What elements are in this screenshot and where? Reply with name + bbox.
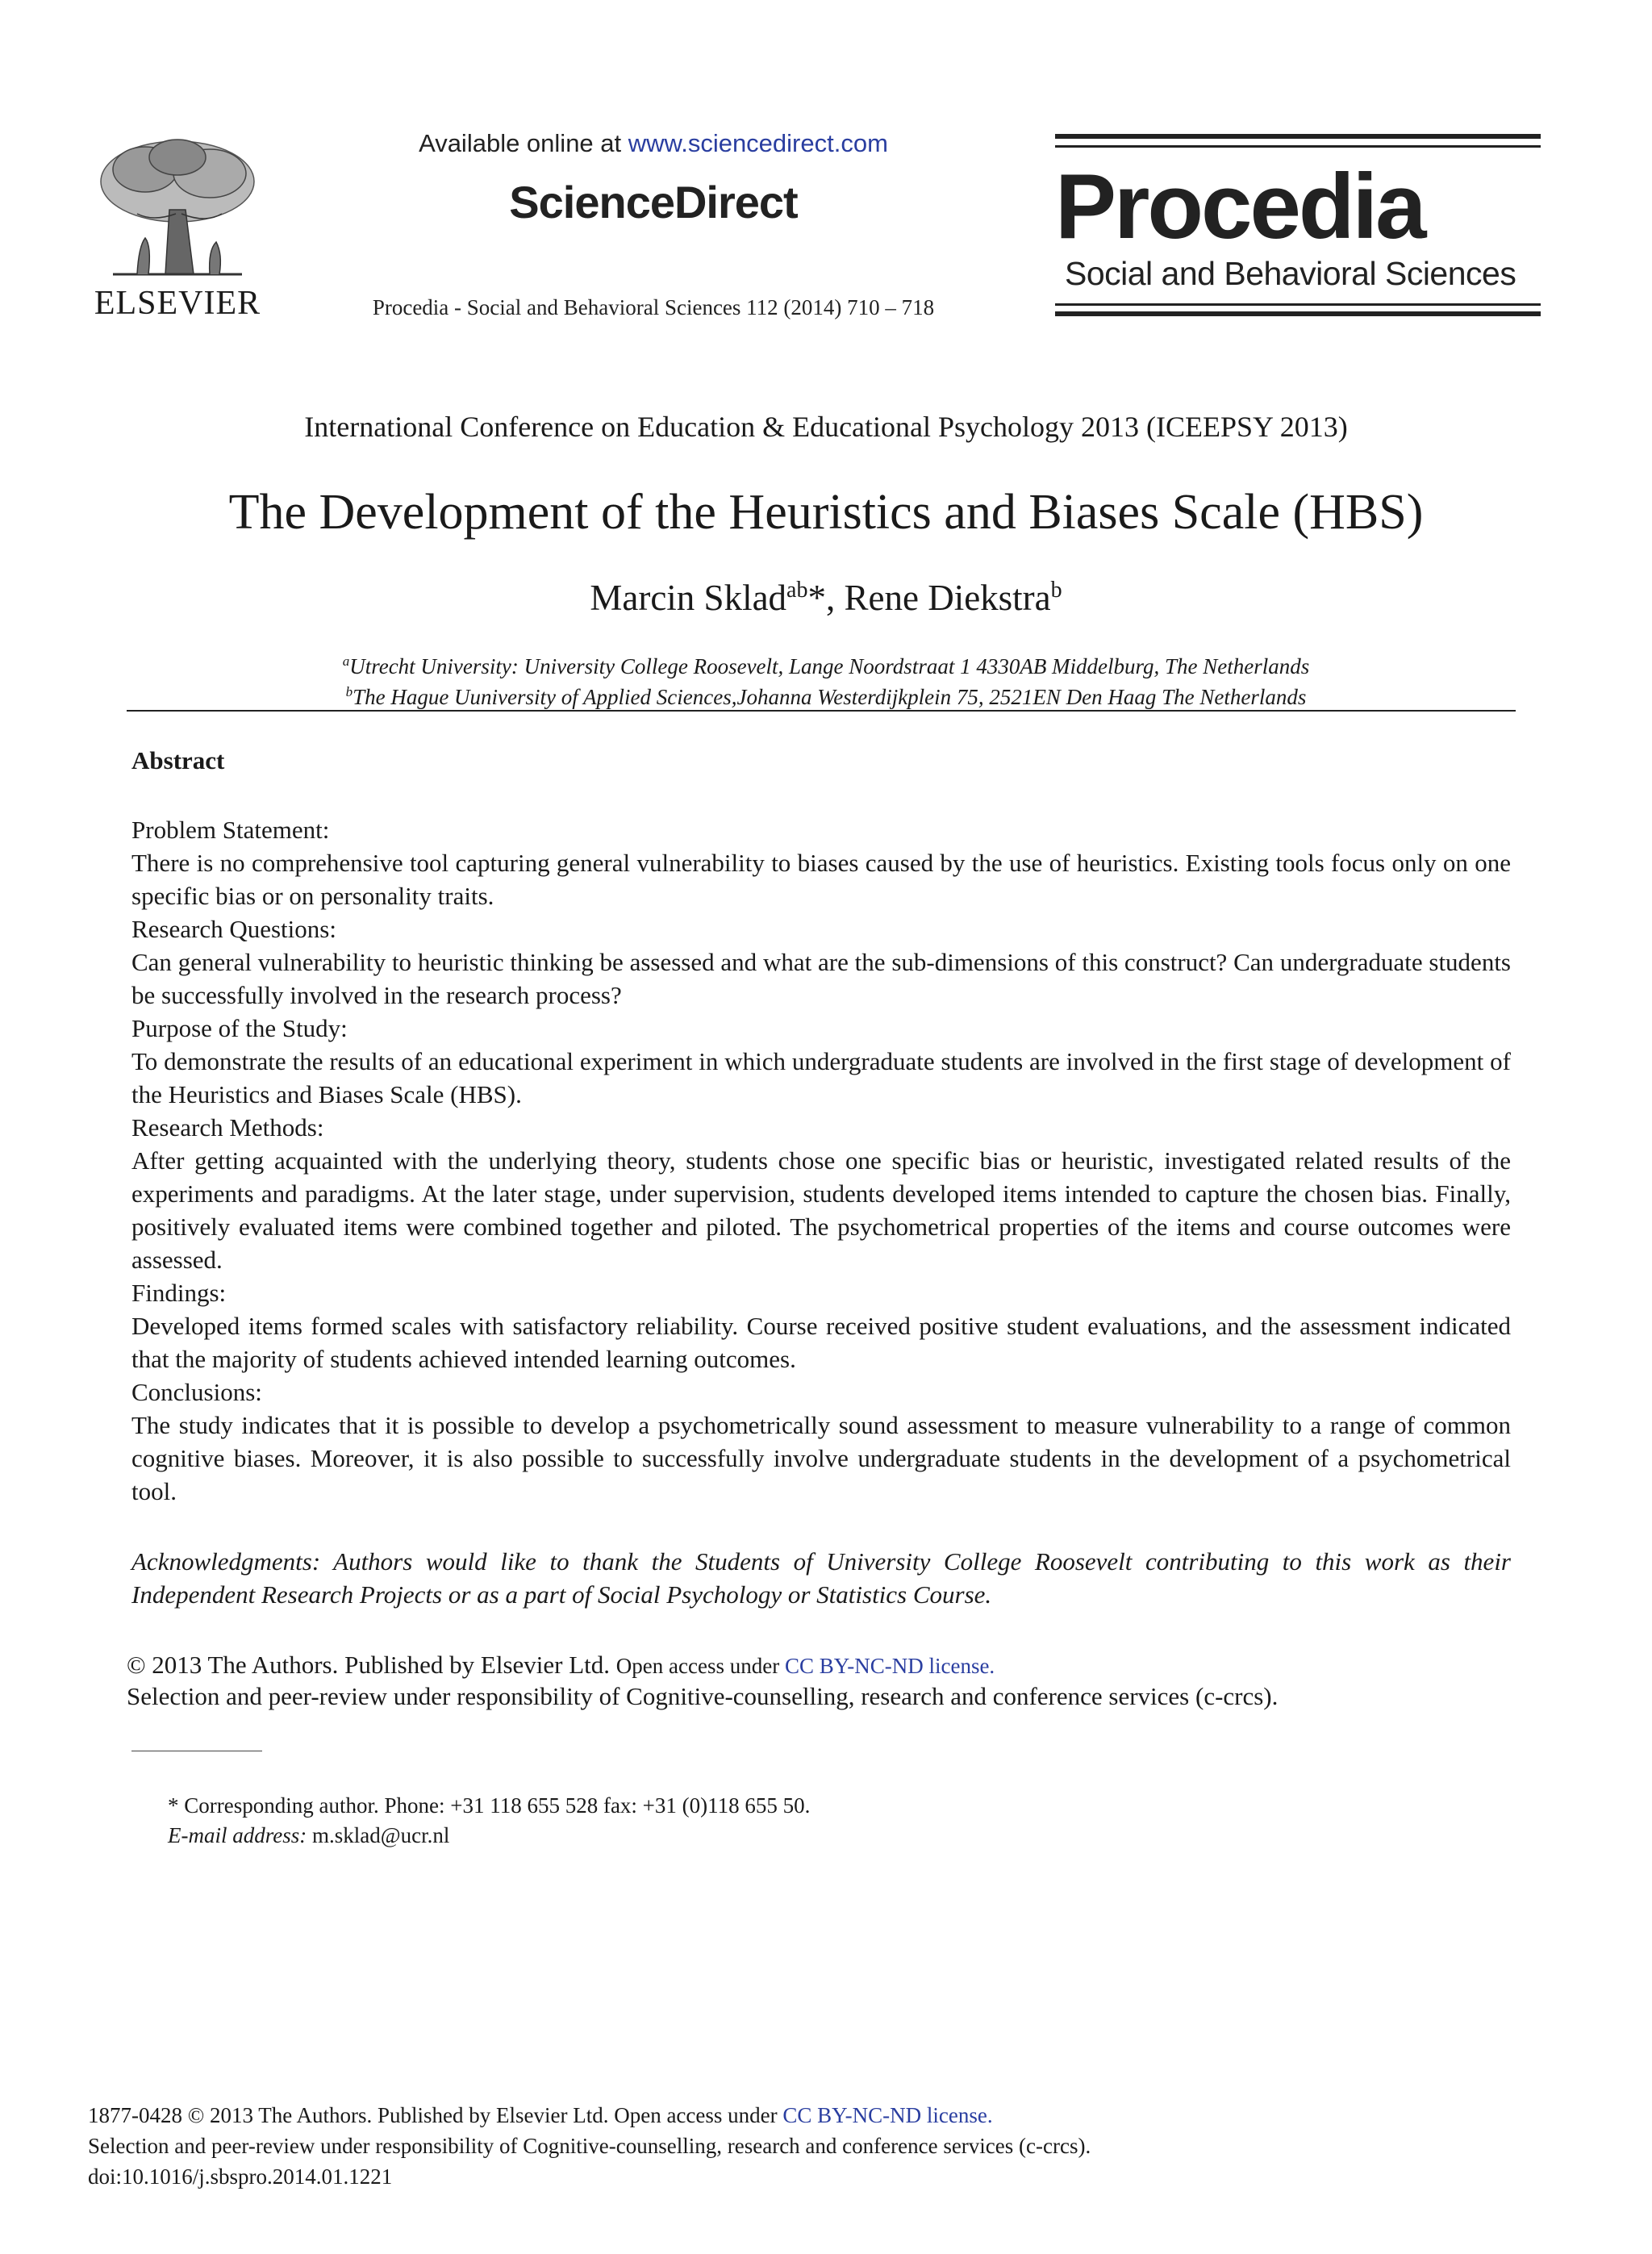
abstract-line: Conclusions:	[131, 1378, 262, 1406]
procedia-title: Procedia	[1055, 156, 1425, 258]
footer-copyright-line	[88, 2100, 1540, 2131]
abstract-line: To demonstrate the results of an educational experiment in which undergraduate students are involved in the first stage of development of the Heuristics and Biases Scale (HBS).	[131, 1047, 1511, 1108]
footer-license-link[interactable]: CC BY-NC-ND license.	[782, 2103, 993, 2127]
affiliation-a-text: Utrecht University: University College Roosevelt, Lange Noordstraat 1 4330AB Middelburg, The Netherlands	[349, 654, 1310, 678]
abstract-line: There is no comprehensive tool capturing general vulnerability to biases caused by the use of heuristics. Existing tools focus only on one specific bias or on personality traits.	[131, 849, 1511, 910]
abstract-line: Findings:	[131, 1279, 227, 1307]
abstract-line: Research Methods:	[131, 1113, 324, 1142]
abstract-line: After getting acquainted with the underlying theory, students chose one specific bias or heuristic, investigated related results of the experiments and paradigms. At the later stage, under supervision, students developed items intended to capture the chosen bias. Finally, positively evaluated items were combined together and piloted. The psychometrical properties of the items and course outcomes were assessed.	[131, 1146, 1511, 1274]
email-address[interactable]: m.sklad@ucr.nl	[307, 1823, 450, 1847]
available-prefix: Available online at	[419, 129, 628, 157]
sciencedirect-brand: ScienceDirect	[509, 177, 798, 227]
procedia-logo	[1055, 134, 1541, 319]
procedia-top-rule	[1055, 134, 1541, 139]
abstract-body	[131, 813, 1511, 1508]
abstract-line: Purpose of the Study:	[131, 1014, 348, 1042]
abstract-line: Research Questions:	[131, 915, 336, 943]
abstract-line: Problem Statement:	[131, 816, 330, 844]
procedia-subtitle: Social and Behavioral Sciences	[1065, 255, 1516, 292]
abstract-line: Can general vulnerability to heuristic thinking be assessed and what are the sub-dimensions of this construct? Can undergraduate students be successfully involved in the research process?	[131, 948, 1511, 1009]
tree-logo-icon	[89, 133, 266, 286]
publisher-wordmark: ELSEVIER	[94, 285, 261, 322]
corresponding-author: * Corresponding author. Phone: +31 118 655 528 fax: +31 (0)118 655 50.	[168, 1793, 811, 1818]
acknowledgments: Acknowledgments: Authors would like to thank the Students of University College Roosevelt contributing to this work as their Independent Research Projects or as a part of Social Psychology or Statistics Course.	[131, 1547, 1511, 1609]
author-list	[0, 577, 1652, 619]
email-line	[168, 1821, 1378, 1851]
copyright-text: © 2013 The Authors. Published by Elsevier Ltd.	[127, 1651, 616, 1679]
procedia-bottom-rule	[1055, 311, 1541, 316]
copyright-block	[127, 1650, 1522, 1712]
footer-copyright-text: 1877-0428 © 2013 The Authors. Published by Elsevier Ltd.	[88, 2103, 615, 2127]
journal-reference: Procedia - Social and Behavioral Sciences 112 (2014) 710 – 718	[372, 295, 935, 319]
abstract-heading: Abstract	[131, 746, 225, 774]
footer-peer-review: Selection and peer-review under responsibility of Cognitive-counselling, research and conference services (c-crcs).	[88, 2134, 1091, 2158]
author-1-affiliation: ab	[786, 578, 808, 603]
procedia-top-rule-thin	[1055, 145, 1541, 148]
author-2-affiliation: b	[1050, 578, 1062, 603]
header-divider	[127, 710, 1516, 712]
footer-open-access: Open access under	[614, 2103, 783, 2127]
doi[interactable]: doi:10.1016/j.sbspro.2014.01.1221	[88, 2164, 393, 2189]
available-online	[347, 129, 960, 158]
conference-name: International Conference on Education & Educational Psychology 2013 (ICEEPSY 2013)	[304, 411, 1348, 443]
procedia-bottom-rule-thin	[1055, 303, 1541, 306]
affiliation-b-text: The Hague Uuniversity of Applied Sciences,Johanna Westerdijkplein 75, 2521EN Den Haag The Netherlands	[353, 685, 1307, 709]
peer-review-line: Selection and peer-review under responsibility of Cognitive-counselling, research and conference services (c-crcs).	[127, 1682, 1279, 1710]
abstract-line: Developed items formed scales with satisfactory reliability. Course received positive student evaluations, and the assessment indicated that the majority of students achieved intended learning outcomes.	[131, 1312, 1511, 1373]
author-1: Marcin Sklad	[590, 578, 787, 618]
open-access-text: Open access under	[615, 1654, 785, 1678]
affiliation-a	[0, 653, 1652, 679]
page-footer	[88, 2100, 1540, 2192]
affiliation-b	[0, 684, 1652, 710]
affiliation-b-mark: b	[345, 684, 353, 699]
affiliation-a-mark: a	[342, 653, 350, 669]
corresponding-mark: *,	[807, 578, 845, 618]
copyright-line	[127, 1650, 1522, 1681]
paper-title: The Development of the Heuristics and Biases Scale (HBS)	[228, 485, 1424, 540]
license-link[interactable]: CC BY-NC-ND license.	[784, 1654, 995, 1678]
abstract-line: The study indicates that it is possible to develop a psychometrically sound assessment to measure vulnerability to a range of common cognitive biases. Moreover, it is also possible to successfully involve undergraduate students in the development of a psychometrical tool.	[131, 1411, 1511, 1505]
sciencedirect-link[interactable]: www.sciencedirect.com	[628, 129, 888, 157]
email-label: E-mail address:	[168, 1823, 307, 1847]
footnote	[168, 1791, 1378, 1851]
author-2: Rene Diekstra	[844, 578, 1051, 618]
